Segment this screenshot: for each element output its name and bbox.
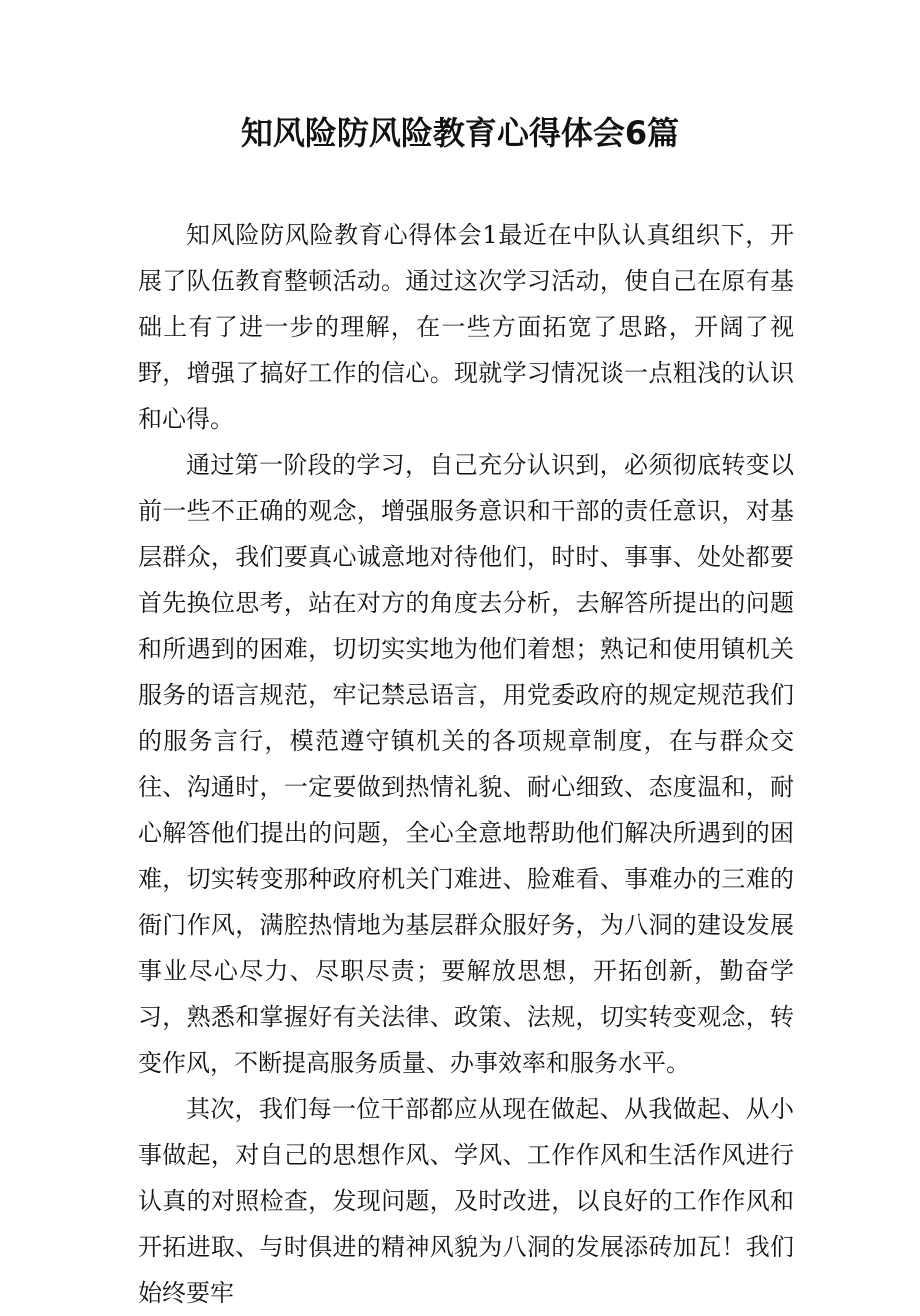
document-body (138, 212, 794, 1316)
paragraph-1: 知风险防风险教育心得体会1最近在中队认真组织下，开展了队伍教育整顿活动。通过这次学习活动，使自己在原有基础上有了进一步的理解，在一些方面拓宽了思路，开阔了视野，增强了搞好工作的信心。现就学习情况谈一点粗浅的认识和心得。 (138, 221, 794, 433)
paragraph-2: 通过第一阶段的学习，自己充分认识到，必须彻底转变以前一些不正确的观念，增强服务意识和干部的责任意识，对基层群众，我们要真心诚意地对待他们，时时、事事、处处都要首先换位思考，站在对方的角度去分析，去解答所提出的问题和所遇到的困难，切切实实地为他们着想；熟记和使用镇机关服务的语言规范，牢记禁忌语言，用党委政府的规定规范我们的服务言行，模范遵守镇机关的各项规章制度，在与群众交往、沟通时，一定要做到热情礼貌、耐心细致、态度温和，耐心解答他们提出的问题，全心全意地帮助他们解决所遇到的困难，切实转变那种政府机关门难进、脸难看、事难办的三难的衙门作风，满腔热情地为基层群众服好务，为八洞的建设发展事业尽心尽力、尽职尽责；要解放思想，开拓创新，勤奋学习，熟悉和掌握好有关法律、政策、法规，切实转变观念，转变作风，不断提高服务质量、办事效率和服务水平。 (138, 451, 794, 1077)
paragraph-3: 其次，我们每一位干部都应从现在做起、从我做起、从小事做起，对自己的思想作风、学风、工作作风和生活作风进行认真的对照检查，发现问题，及时改进，以良好的工作作风和开拓进取、与时俱进的精神风貌为八洞的发展添砖加瓦！我们始终要牢 (138, 1095, 794, 1307)
document-title: 知风险防风险教育心得体会6篇 (240, 114, 680, 152)
